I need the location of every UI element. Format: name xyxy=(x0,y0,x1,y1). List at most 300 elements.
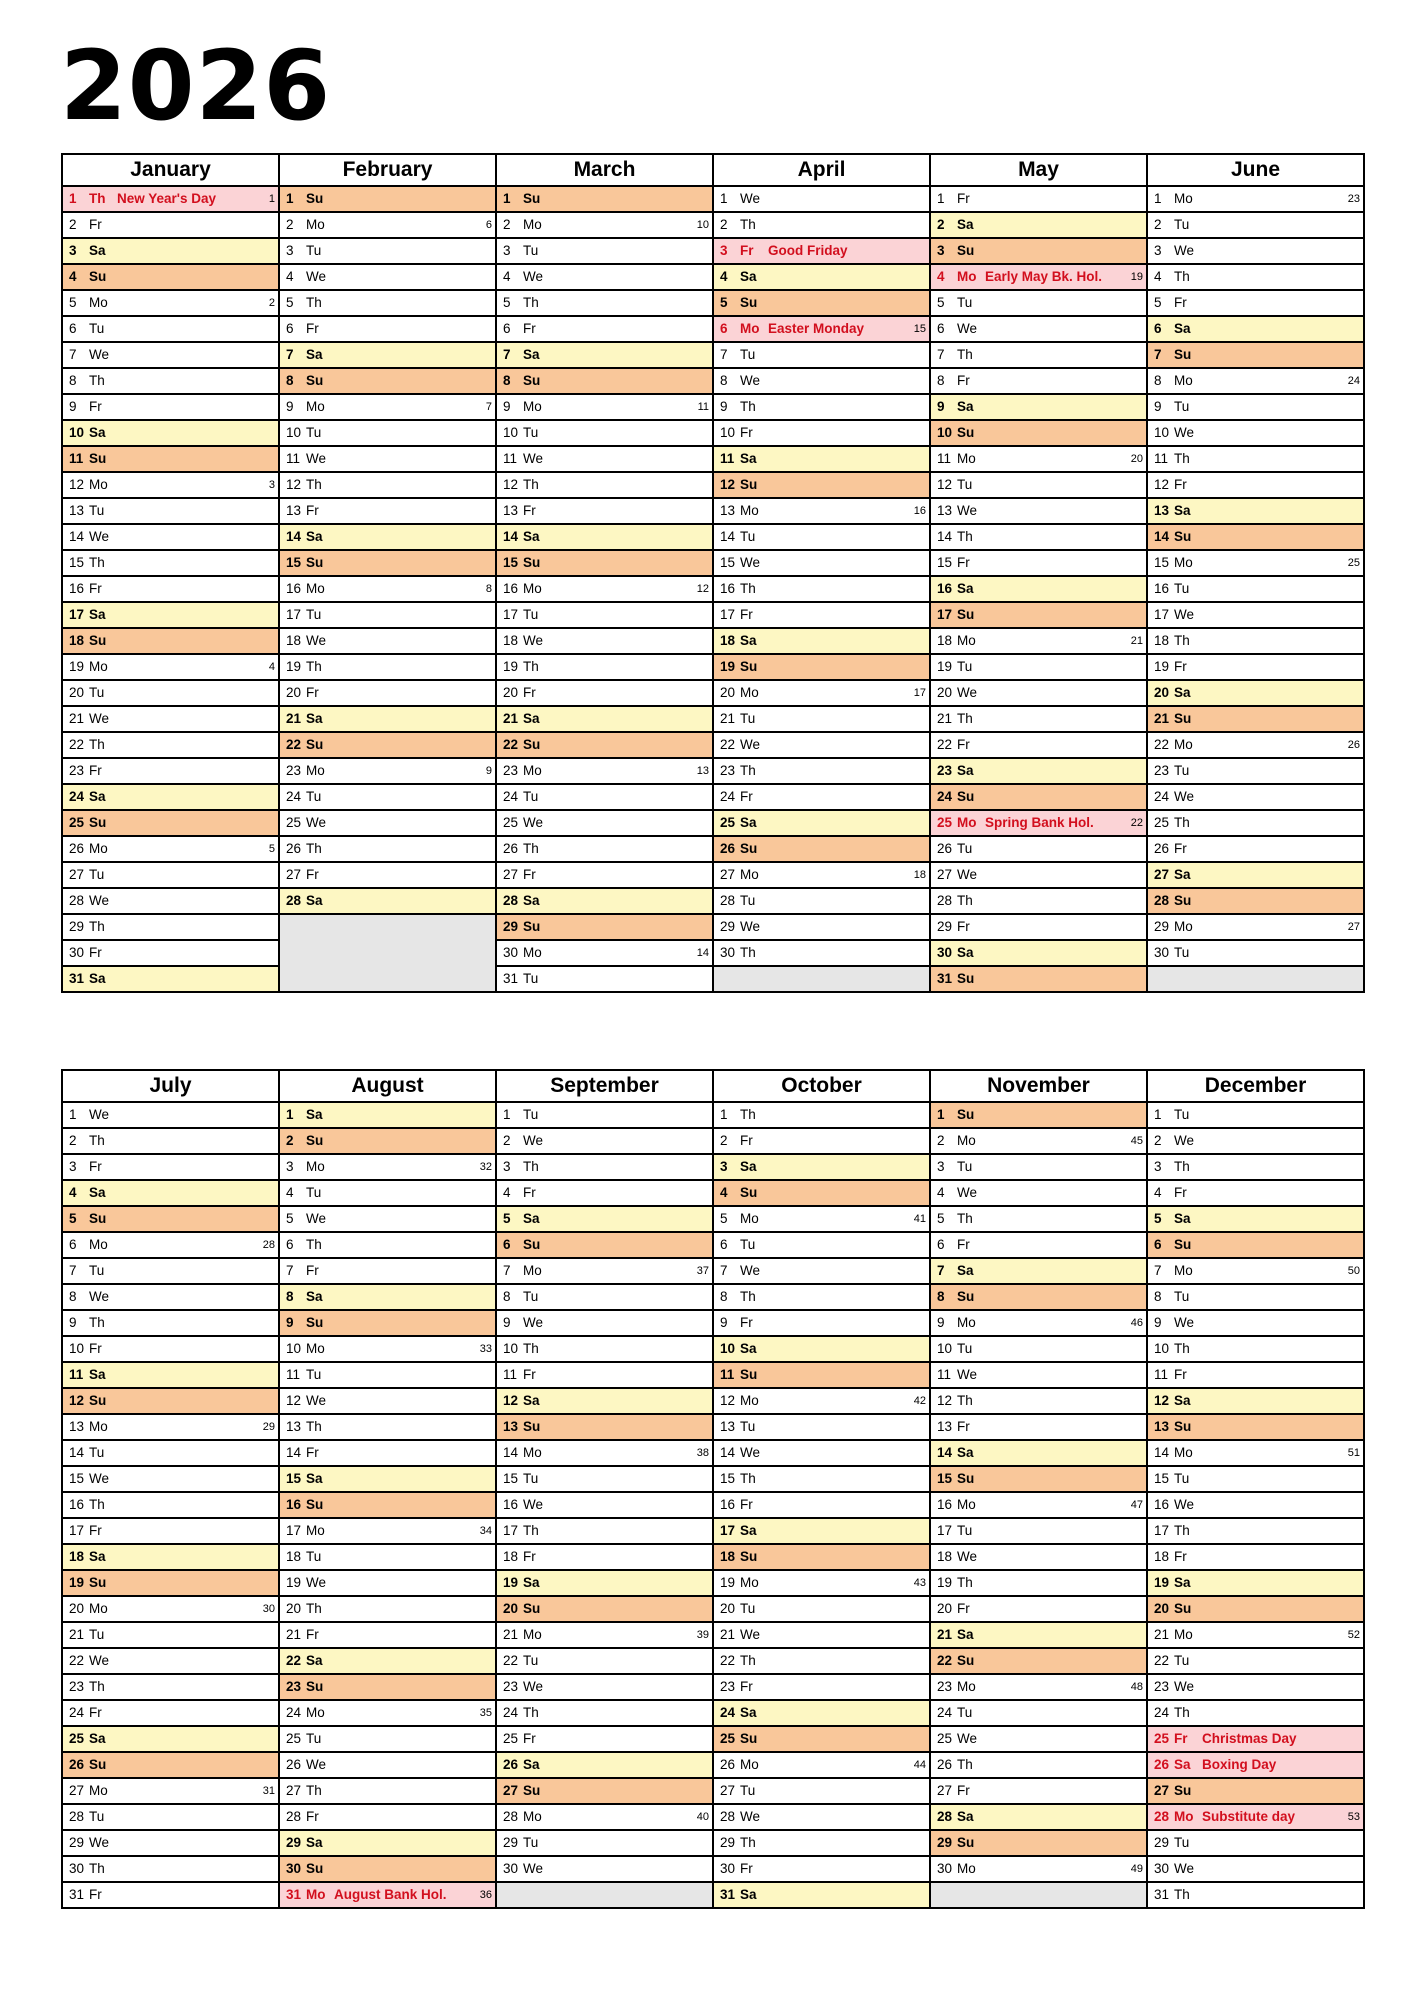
day-row xyxy=(1148,1883,1363,1909)
weekday: Fr xyxy=(523,1549,536,1564)
weekday: Sa xyxy=(1174,1393,1191,1408)
day-row xyxy=(714,1285,929,1311)
day-row xyxy=(714,1389,929,1415)
weekday: Su xyxy=(1174,1237,1192,1252)
holiday-row xyxy=(1148,1753,1363,1779)
day-row xyxy=(714,525,929,551)
day-number: 9 xyxy=(503,399,511,414)
day-number: 21 xyxy=(720,1627,736,1642)
day-number: 19 xyxy=(1154,659,1170,674)
weekday: We xyxy=(523,1497,544,1512)
day-row xyxy=(63,1311,278,1337)
week-number: 39 xyxy=(696,1629,709,1641)
weekday: We xyxy=(89,347,110,362)
day-row xyxy=(931,213,1146,239)
day-row xyxy=(497,1415,712,1441)
day-row xyxy=(714,499,929,525)
day-row xyxy=(497,1727,712,1753)
day-row xyxy=(1148,837,1363,863)
day-row xyxy=(714,1337,929,1363)
weekday: Su xyxy=(740,477,758,492)
day-row xyxy=(280,629,495,655)
weekday: Su xyxy=(740,1549,758,1564)
weekday: Sa xyxy=(957,1445,974,1460)
day-row xyxy=(714,1519,929,1545)
weekday: Th xyxy=(957,1393,973,1408)
day-row xyxy=(63,473,278,499)
day-number: 19 xyxy=(503,1575,519,1590)
day-number: 13 xyxy=(503,503,519,518)
day-row xyxy=(63,1883,278,1909)
day-row xyxy=(497,1545,712,1571)
day-number: 10 xyxy=(286,425,302,440)
weekday: Sa xyxy=(740,1341,757,1356)
weekday: Su xyxy=(89,1575,107,1590)
day-row xyxy=(63,1181,278,1207)
weekday: Mo xyxy=(1174,1445,1193,1460)
weekday: Sa xyxy=(1174,685,1191,700)
weekday: Fr xyxy=(1174,841,1187,856)
weekday: Su xyxy=(306,1133,324,1148)
day-row xyxy=(931,1285,1146,1311)
weekday: Fr xyxy=(89,945,102,960)
weekday: Sa xyxy=(306,1653,323,1668)
day-row xyxy=(63,1519,278,1545)
day-row xyxy=(1148,1649,1363,1675)
day-row xyxy=(497,837,712,863)
week-number: 25 xyxy=(1347,557,1360,569)
weekday: Su xyxy=(1174,1783,1192,1798)
day-row xyxy=(1148,1597,1363,1623)
weekday: Tu xyxy=(1174,1107,1190,1122)
day-number: 18 xyxy=(720,1549,736,1564)
day-row xyxy=(1148,1675,1363,1701)
week-number: 21 xyxy=(1130,635,1143,647)
weekday: Th xyxy=(1174,1341,1190,1356)
weekday: Mo xyxy=(523,1627,542,1642)
day-number: 9 xyxy=(720,399,728,414)
day-row xyxy=(497,863,712,889)
day-row xyxy=(1148,369,1363,395)
day-number: 3 xyxy=(1154,243,1162,258)
weekday: We xyxy=(1174,607,1195,622)
day-number: 17 xyxy=(503,607,519,622)
day-row xyxy=(1148,1363,1363,1389)
day-number: 8 xyxy=(69,373,77,388)
weekday: Su xyxy=(957,1653,975,1668)
day-number: 5 xyxy=(286,295,294,310)
weekday: Fr xyxy=(89,1887,102,1902)
day-number: 17 xyxy=(69,1523,85,1538)
weekday: Fr xyxy=(306,1263,319,1278)
weekday: Su xyxy=(1174,711,1192,726)
weekday: Tu xyxy=(89,867,105,882)
week-number: 11 xyxy=(697,401,709,413)
week-number: 44 xyxy=(913,1759,926,1771)
day-number: 9 xyxy=(286,1315,294,1330)
week-number: 46 xyxy=(1130,1317,1143,1329)
day-number: 7 xyxy=(720,1263,728,1278)
day-number: 14 xyxy=(286,1445,302,1460)
day-number: 18 xyxy=(937,1549,953,1564)
holiday-row xyxy=(63,187,278,213)
day-row xyxy=(63,1779,278,1805)
day-number: 29 xyxy=(937,919,953,934)
weekday: Sa xyxy=(957,1809,974,1824)
day-number: 23 xyxy=(937,1679,953,1694)
day-number: 5 xyxy=(937,1211,945,1226)
day-number: 10 xyxy=(937,425,953,440)
day-row xyxy=(280,1675,495,1701)
day-number: 13 xyxy=(937,1419,953,1434)
weekday: Th xyxy=(89,919,105,934)
weekday: Sa xyxy=(89,1185,106,1200)
weekday: Mo xyxy=(740,1575,759,1590)
weekday: Su xyxy=(523,1783,541,1798)
day-row xyxy=(497,395,712,421)
weekday: Th xyxy=(89,737,105,752)
day-row xyxy=(1148,525,1363,551)
week-number: 45 xyxy=(1130,1135,1143,1147)
day-number: 3 xyxy=(503,243,511,258)
week-number: 31 xyxy=(262,1785,275,1797)
holiday-row xyxy=(1148,1805,1363,1831)
day-row xyxy=(1148,1285,1363,1311)
month-header: March xyxy=(497,155,712,187)
day-row xyxy=(497,1155,712,1181)
day-row xyxy=(931,1519,1146,1545)
weekday: Mo xyxy=(523,945,542,960)
day-row xyxy=(1148,499,1363,525)
day-number: 7 xyxy=(503,1263,511,1278)
day-row xyxy=(497,1259,712,1285)
weekday: Mo xyxy=(523,1809,542,1824)
week-number: 23 xyxy=(1347,193,1360,205)
day-number: 12 xyxy=(286,1393,302,1408)
day-row xyxy=(714,577,929,603)
day-number: 19 xyxy=(720,659,736,674)
weekday: Su xyxy=(306,555,324,570)
empty-cell xyxy=(714,967,929,993)
day-row xyxy=(1148,1441,1363,1467)
day-row xyxy=(497,915,712,941)
day-number: 9 xyxy=(1154,399,1162,414)
day-row xyxy=(1148,1571,1363,1597)
weekday: Sa xyxy=(957,399,974,414)
day-number: 18 xyxy=(503,633,519,648)
day-number: 8 xyxy=(1154,1289,1162,1304)
weekday: Tu xyxy=(740,893,756,908)
day-row xyxy=(1148,1103,1363,1129)
day-row xyxy=(280,889,495,915)
day-row xyxy=(497,941,712,967)
day-number: 15 xyxy=(286,555,302,570)
day-number: 3 xyxy=(286,1159,294,1174)
day-row xyxy=(714,889,929,915)
day-number: 8 xyxy=(286,373,294,388)
holiday-row xyxy=(714,317,929,343)
day-number: 22 xyxy=(937,1653,953,1668)
day-number: 25 xyxy=(69,815,85,830)
week-number: 53 xyxy=(1347,1811,1360,1823)
day-row xyxy=(1148,187,1363,213)
weekday: Th xyxy=(1174,1159,1190,1174)
day-number: 25 xyxy=(720,815,736,830)
weekday: Fr xyxy=(89,1523,102,1538)
day-number: 14 xyxy=(503,1445,519,1460)
weekday: Tu xyxy=(523,425,539,440)
day-row xyxy=(280,1831,495,1857)
month-column-august xyxy=(280,1071,497,1909)
week-number: 51 xyxy=(1347,1447,1360,1459)
day-row xyxy=(63,1727,278,1753)
weekday: Tu xyxy=(306,1185,322,1200)
day-number: 8 xyxy=(720,373,728,388)
weekday: We xyxy=(523,451,544,466)
day-row xyxy=(931,525,1146,551)
weekday: Su xyxy=(740,1367,758,1382)
weekday: Tu xyxy=(89,503,105,518)
day-number: 23 xyxy=(1154,763,1170,778)
weekday: Th xyxy=(523,1341,539,1356)
weekday: Su xyxy=(957,1835,975,1850)
day-row xyxy=(1148,1233,1363,1259)
weekday: Sa xyxy=(89,607,106,622)
month-header: February xyxy=(280,155,495,187)
weekday: Su xyxy=(957,1289,975,1304)
day-row xyxy=(931,291,1146,317)
week-number: 41 xyxy=(913,1213,926,1225)
holiday-row xyxy=(931,811,1146,837)
day-row xyxy=(714,603,929,629)
weekday: We xyxy=(957,1549,978,1564)
weekday: Su xyxy=(957,1107,975,1122)
weekday: Fr xyxy=(306,321,319,336)
day-row xyxy=(931,1155,1146,1181)
day-row xyxy=(931,1831,1146,1857)
weekday: Su xyxy=(523,737,541,752)
day-row xyxy=(714,1675,929,1701)
weekday: Th xyxy=(306,1601,322,1616)
weekday: Sa xyxy=(740,1523,757,1538)
day-number: 21 xyxy=(720,711,736,726)
weekday: Fr xyxy=(957,737,970,752)
day-number: 18 xyxy=(1154,633,1170,648)
weekday: Sa xyxy=(740,815,757,830)
weekday: Tu xyxy=(1174,1289,1190,1304)
day-number: 21 xyxy=(69,1627,85,1642)
day-number: 6 xyxy=(720,1237,728,1252)
day-number: 26 xyxy=(286,1757,302,1772)
day-row xyxy=(280,291,495,317)
day-number: 2 xyxy=(1154,1133,1162,1148)
day-row xyxy=(714,1155,929,1181)
weekday: Su xyxy=(957,789,975,804)
weekday: Mo xyxy=(89,1237,108,1252)
weekday: Sa xyxy=(523,1757,540,1772)
month-header: December xyxy=(1148,1071,1363,1103)
day-number: 18 xyxy=(720,633,736,648)
day-number: 21 xyxy=(503,1627,519,1642)
day-row xyxy=(63,967,278,993)
day-row xyxy=(280,733,495,759)
weekday: Fr xyxy=(740,789,753,804)
day-row xyxy=(280,213,495,239)
day-row xyxy=(63,1285,278,1311)
day-row xyxy=(497,1233,712,1259)
day-number: 27 xyxy=(720,1783,736,1798)
day-row xyxy=(63,1857,278,1883)
day-row xyxy=(280,1233,495,1259)
day-row xyxy=(931,551,1146,577)
day-row xyxy=(280,1519,495,1545)
day-number: 27 xyxy=(720,867,736,882)
day-row xyxy=(714,551,929,577)
day-number: 30 xyxy=(69,945,85,960)
weekday: We xyxy=(306,1393,327,1408)
day-row xyxy=(497,1831,712,1857)
month-column-april xyxy=(714,155,931,993)
day-row xyxy=(497,655,712,681)
weekday: Th xyxy=(523,841,539,856)
day-number: 31 xyxy=(69,971,85,986)
weekday: We xyxy=(89,1471,110,1486)
day-row xyxy=(1148,1207,1363,1233)
weekday: Su xyxy=(523,373,541,388)
weekday: We xyxy=(1174,789,1195,804)
weekday: Sa xyxy=(89,425,106,440)
day-row xyxy=(280,239,495,265)
weekday: Sa xyxy=(523,1211,540,1226)
day-number: 5 xyxy=(720,1211,728,1226)
day-number: 1 xyxy=(937,1107,945,1122)
weekday: Fr xyxy=(89,217,102,232)
day-number: 28 xyxy=(1154,1809,1170,1824)
day-number: 15 xyxy=(503,1471,519,1486)
day-number: 29 xyxy=(1154,1835,1170,1850)
day-number: 27 xyxy=(503,867,519,882)
week-number: 8 xyxy=(485,583,492,595)
weekday: Th xyxy=(89,1679,105,1694)
day-row xyxy=(280,1597,495,1623)
week-number: 38 xyxy=(696,1447,709,1459)
empty-cell xyxy=(280,915,495,941)
day-number: 1 xyxy=(503,1107,511,1122)
day-number: 9 xyxy=(69,399,77,414)
day-number: 26 xyxy=(69,1757,85,1772)
day-number: 28 xyxy=(1154,893,1170,908)
day-row xyxy=(497,317,712,343)
month-header: May xyxy=(931,155,1146,187)
weekday: Sa xyxy=(523,529,540,544)
day-row xyxy=(1148,681,1363,707)
day-row xyxy=(63,499,278,525)
week-number: 26 xyxy=(1347,739,1360,751)
day-number: 11 xyxy=(937,1367,952,1382)
day-row xyxy=(931,1493,1146,1519)
day-row xyxy=(1148,707,1363,733)
day-number: 23 xyxy=(720,1679,736,1694)
weekday: Tu xyxy=(957,477,973,492)
weekday: We xyxy=(1174,1497,1195,1512)
week-number: 33 xyxy=(479,1343,492,1355)
weekday: Th xyxy=(306,1419,322,1434)
day-number: 11 xyxy=(720,1367,735,1382)
weekday: Tu xyxy=(740,711,756,726)
day-number: 30 xyxy=(69,1861,85,1876)
day-row xyxy=(497,473,712,499)
day-row xyxy=(63,1129,278,1155)
day-number: 26 xyxy=(69,841,85,856)
holiday-name: Spring Bank Hol. xyxy=(985,815,1094,830)
day-row xyxy=(280,1441,495,1467)
day-number: 19 xyxy=(286,1575,302,1590)
day-number: 13 xyxy=(286,503,302,518)
day-number: 4 xyxy=(286,1185,294,1200)
weekday: Tu xyxy=(306,243,322,258)
day-row xyxy=(63,889,278,915)
weekday: Mo xyxy=(306,581,325,596)
day-number: 11 xyxy=(503,451,518,466)
day-number: 30 xyxy=(720,945,736,960)
weekday: We xyxy=(1174,1679,1195,1694)
weekday: Fr xyxy=(740,243,754,258)
month-column-december xyxy=(1148,1071,1365,1909)
day-row xyxy=(497,525,712,551)
day-number: 26 xyxy=(937,1757,953,1772)
weekday: Sa xyxy=(306,893,323,908)
weekday: We xyxy=(740,1627,761,1642)
day-row xyxy=(714,343,929,369)
day-row xyxy=(497,1311,712,1337)
day-row xyxy=(714,213,929,239)
weekday: We xyxy=(740,191,761,206)
week-number: 40 xyxy=(696,1811,709,1823)
day-row xyxy=(280,1311,495,1337)
day-number: 1 xyxy=(286,191,294,206)
weekday: Su xyxy=(523,1237,541,1252)
day-number: 27 xyxy=(1154,867,1170,882)
week-number: 2 xyxy=(268,297,275,309)
day-number: 25 xyxy=(286,815,302,830)
day-number: 20 xyxy=(1154,1601,1170,1616)
day-row xyxy=(497,1467,712,1493)
day-number: 12 xyxy=(503,477,519,492)
day-number: 30 xyxy=(720,1861,736,1876)
weekday: Th xyxy=(89,1315,105,1330)
day-number: 23 xyxy=(503,1679,519,1694)
weekday: Su xyxy=(306,1315,324,1330)
day-row xyxy=(1148,213,1363,239)
week-number: 7 xyxy=(485,401,492,413)
day-row xyxy=(1148,1389,1363,1415)
month-header: October xyxy=(714,1071,929,1103)
weekday: We xyxy=(957,1367,978,1382)
week-number: 52 xyxy=(1347,1629,1360,1641)
weekday: Tu xyxy=(306,789,322,804)
weekday: Tu xyxy=(306,607,322,622)
day-number: 17 xyxy=(1154,1523,1170,1538)
day-number: 1 xyxy=(69,191,77,206)
day-row xyxy=(714,1857,929,1883)
day-number: 5 xyxy=(1154,295,1162,310)
day-row xyxy=(1148,551,1363,577)
day-row xyxy=(931,421,1146,447)
weekday: Th xyxy=(957,893,973,908)
weekday: Tu xyxy=(740,529,756,544)
day-row xyxy=(63,1155,278,1181)
weekday: We xyxy=(740,919,761,934)
